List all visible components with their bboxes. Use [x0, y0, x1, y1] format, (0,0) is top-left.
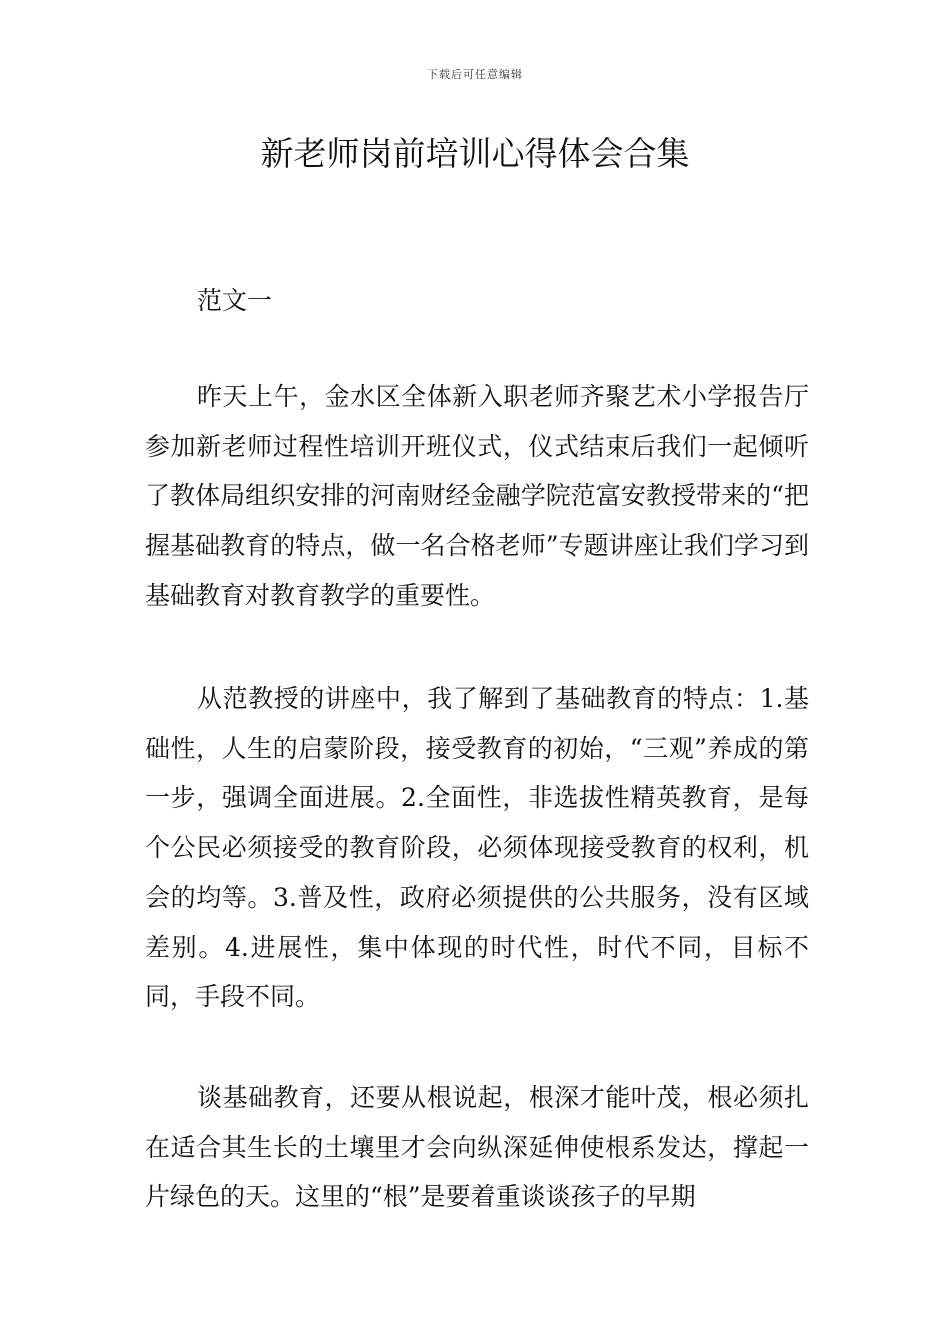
body-paragraph-2: 从范教授的讲座中，我了解到了基础教育的特点：1.基础性，人生的启蒙阶段，接受教育的初始，“三观”养成的第一步，强调全面进展。2.全面性，非选拔性精英教育，是每个公民必须接受的教育阶段，必须体现接受教育的权利，机会的均等。3.普及性，政府必须提供的公共服务，没有区域差别。4.进展性，集中体现的时代性，时代不同，目标不同，手段不同。: [145, 684, 809, 1012]
body-paragraph-1: 昨天上午，金水区全体新入职老师齐聚艺术小学报告厅参加新老师过程性培训开班仪式，仪式结束后我们一起倾听了教体局组织安排的河南财经金融学院范富安教授带来的“把握基础教育的特点，做一名合格老师”专题讲座让我们学习到基础教育对教育教学的重要性。: [145, 382, 809, 610]
section-label: 范文一: [197, 286, 273, 315]
body-paragraph-3: 谈基础教育，还要从根说起，根深才能叶茂，根必须扎在适合其生长的土壤里才会向纵深延伸使根系发达，撑起一片绿色的天。这里的“根”是要着重谈谈孩子的早期: [145, 1083, 809, 1212]
document-title: 新老师岗前培训心得体会合集: [260, 134, 690, 173]
download-note: 下载后可任意编辑: [427, 68, 523, 81]
